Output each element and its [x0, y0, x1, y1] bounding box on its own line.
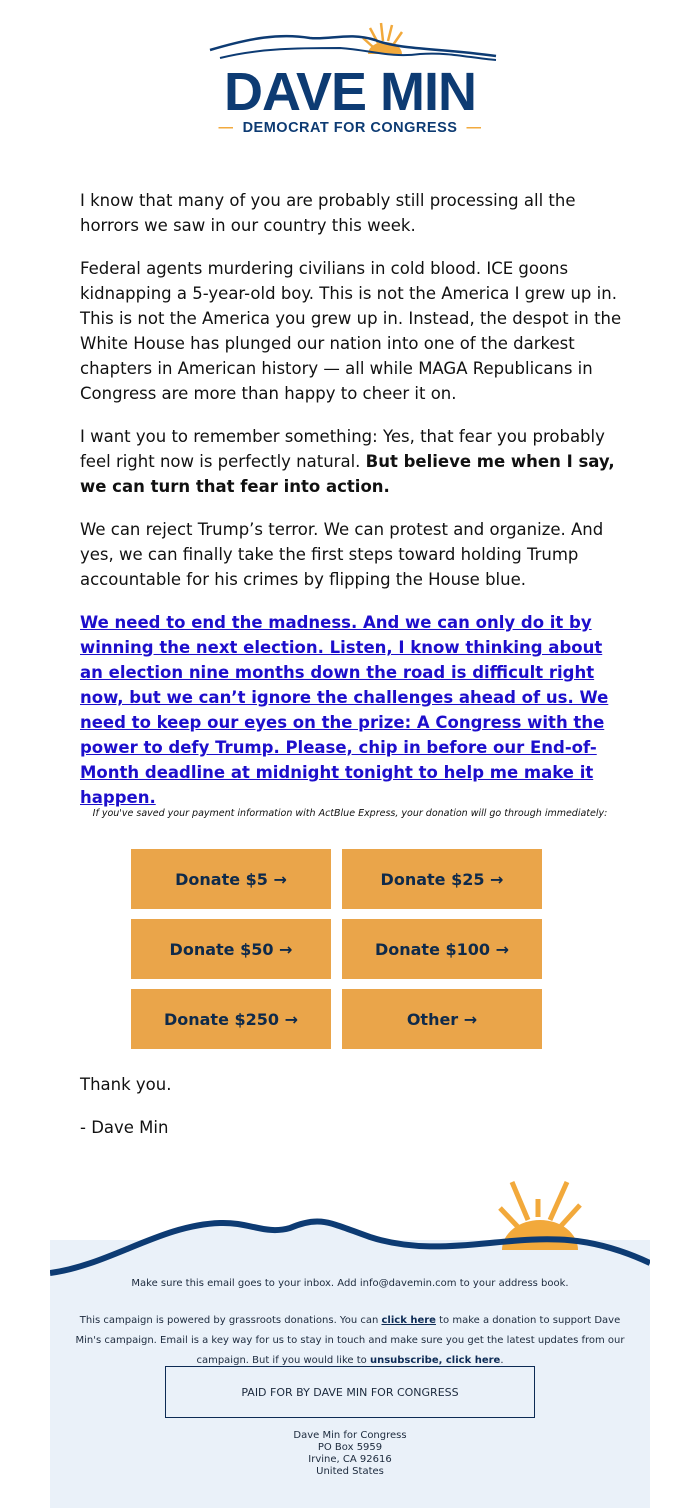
- donate-100-button[interactable]: Donate $100 →: [342, 919, 542, 979]
- footer-text: This campaign is powered by grassroots donations. You can click here to make a donation to support Dave Min's campaign. Email is a key way for us to stay in touch and make sure you get the latest updates from our campaign. But if you would like to unsubscribe, click here.: [75, 1315, 625, 1366]
- paragraph: I know that many of you are probably still processing all the horrors we saw in our country this week.: [80, 191, 576, 235]
- unsubscribe-link[interactable]: unsubscribe, click here: [369, 1355, 501, 1366]
- donate-other-button[interactable]: Other →: [342, 989, 542, 1049]
- actblue-note: If you've saved your payment information with ActBlue Express, your donation will go through immediately:: [92, 808, 608, 819]
- logo-subtitle: — DEMOCRAT FOR CONGRESS —: [218, 120, 482, 136]
- logo-name: DAVE MIN: [223, 62, 476, 122]
- donate-50-button[interactable]: Donate $50 →: [131, 919, 331, 979]
- paid-for-box: PAID FOR BY DAVE MIN FOR CONGRESS: [165, 1366, 535, 1418]
- donate-click-here-link[interactable]: click here: [381, 1315, 436, 1326]
- campaign-logo: [200, 18, 500, 143]
- thank-you: Thank you.: [80, 1075, 172, 1094]
- paragraph: Federal agents murdering civilians in cold blood. ICE goons kidnapping a 5-year-old boy. This is not the America I grew up in. This is not the America you grew up in. Instead, the despot in the White House has plunged our nation into one of the darkest chapters in American history — all while MAGA Republicans in Congress are more than happy to cheer it on.: [80, 259, 622, 403]
- mountain-sun-icon: [200, 18, 500, 68]
- mailing-address: Dave Min for Congress PO Box 5959 Irvine, CA 92616 United States: [293, 1430, 407, 1477]
- email-body: [80, 188, 625, 828]
- donate-250-button[interactable]: Donate $250 →: [131, 989, 331, 1049]
- donate-25-button[interactable]: Donate $25 →: [342, 849, 542, 909]
- donate-link[interactable]: We need to end the madness. And we can only do it by winning the next election. Listen, I know thinking about an election nine months down the road is difficult right now, but we can’t ignore the challenges ahead of us. We need to keep our eyes on the prize: A Congress with the power to defy Trump. Please, chip in before our End-of-Month deadline at midnight tonight to help me make it happen.: [80, 613, 609, 807]
- paragraph: We can reject Trump’s terror. We can protest and organize. And yes, we can finally take the first steps toward holding Trump accountable for his crimes by flipping the House blue.: [80, 520, 604, 589]
- inbox-notice: Make sure this email goes to your inbox. Add info@davemin.com to your address book.: [131, 1278, 569, 1289]
- paragraph: I want you to remember something: Yes, that fear you probably feel right now is perfectly natural. But believe me when I say, we can turn that fear into action.: [80, 427, 615, 496]
- donate-5-button[interactable]: Donate $5 →: [131, 849, 331, 909]
- wave-sun-icon: [50, 1175, 650, 1280]
- signature: - Dave Min: [80, 1118, 169, 1137]
